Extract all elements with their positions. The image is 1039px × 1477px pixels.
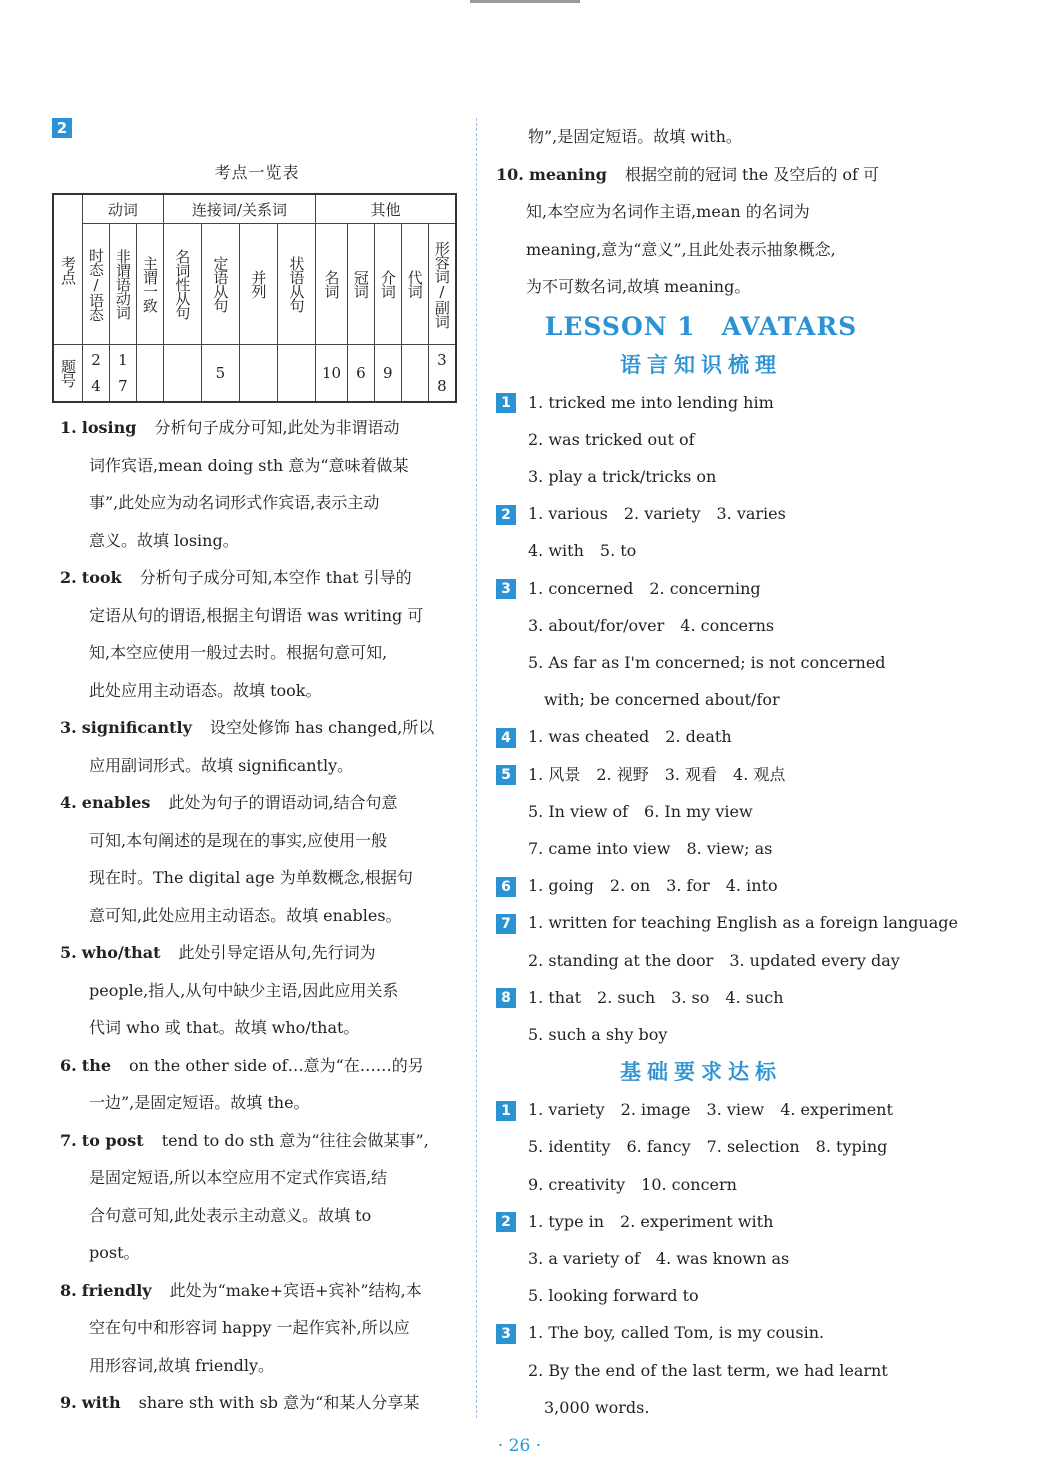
- exercise-line: 1. concerned 2. concerning: [528, 578, 761, 598]
- item-answer: meaning: [528, 164, 607, 184]
- item-text: on the other side of…意为“在……的另: [129, 1055, 424, 1075]
- table-num-cell: 1 7: [109, 345, 136, 403]
- item-answer: who/that: [81, 943, 161, 962]
- left-answers: [52, 409, 462, 1422]
- answer-item: [52, 1122, 462, 1272]
- exercise-line: with; be concerned about/for: [528, 690, 780, 710]
- answer-item: [52, 1047, 462, 1122]
- item-number: 4.: [60, 793, 77, 812]
- item-text-line: 代词 who 或 that。故填 who/that。: [89, 1018, 360, 1037]
- exercise-badge: 1: [496, 1101, 516, 1121]
- table-col-header: 时态/语态: [83, 224, 110, 345]
- item-text-line: meaning,意为“意义”,且此处表示抽象概念,: [526, 239, 836, 259]
- item-number: 9.: [60, 1393, 77, 1412]
- exercise-badge: 1: [496, 393, 516, 413]
- exercise-line: 1. variety 2. image 3. view 4. experiment: [528, 1100, 893, 1120]
- table-num-cell: [136, 345, 163, 403]
- item-number: 1.: [60, 418, 77, 437]
- exercise-line: 3. about/for/over 4. concerns: [528, 615, 775, 635]
- item-text-line: 意可知,此处应用主动语态。故填 enables。: [89, 905, 402, 925]
- exercise-line: 5. looking forward to: [528, 1286, 699, 1306]
- answer-item: [52, 1384, 462, 1422]
- lesson-title: LESSON 1 AVATARS: [544, 311, 858, 341]
- item-text: 此处引导定语从句,先行词为: [178, 943, 376, 962]
- table-col-header: 定语从句: [201, 224, 239, 345]
- table-col-header: 代词: [401, 224, 428, 345]
- item-text-line: people,指人,从句中缺少主语,因此应用关系: [89, 980, 399, 1000]
- table-num-cell: [239, 345, 277, 403]
- item-number: 8.: [60, 1280, 77, 1300]
- exercise-line: 1. was cheated 2. death: [528, 727, 732, 747]
- item-text-line: 知,本空应为名词作主语,mean 的名词为: [526, 202, 810, 221]
- basic-blocks: [496, 1091, 906, 1426]
- exercise-badge: 2: [496, 1212, 516, 1232]
- item-answer: significantly: [81, 718, 192, 737]
- item-text-line: 空在句中和形容词 happy 一起作宾补,所以应: [89, 1318, 410, 1337]
- table-num-cell: [401, 345, 428, 403]
- item-text: 此处为句子的谓语动词,结合句意: [168, 793, 398, 812]
- item-text: tend to do sth 意为“往往会做某事”,: [161, 1130, 429, 1150]
- item-text-line: 此处应用主动语态。故填 took。: [89, 680, 322, 700]
- item-text: share sth with sb 意为“和某人分享某: [138, 1393, 420, 1412]
- exercise-line: 1. The boy, called Tom, is my cousin.: [528, 1323, 825, 1343]
- exam-points-table: [52, 193, 457, 403]
- item-text-line: 应用副词形式。故填 significantly。: [89, 755, 354, 775]
- answer-item: [52, 559, 462, 709]
- item-number: 6.: [60, 1055, 77, 1075]
- item-text: 此处为“make+宾语+宾补”结构,本: [169, 1280, 422, 1300]
- answer-item: [52, 784, 462, 934]
- top-edge-bar: [470, 0, 580, 3]
- table-title: 考点一览表: [214, 163, 300, 182]
- item-answer: enables: [81, 793, 151, 812]
- exercise-block: [496, 979, 906, 1053]
- item-answer: losing: [81, 418, 137, 437]
- exercise-block: [496, 756, 906, 868]
- exercise-line: 5. identity 6. fancy 7. selection 8. typing: [528, 1137, 888, 1157]
- item-text-line: 现在时。The digital age 为单数概念,根据句: [89, 868, 413, 887]
- answer-item-10: [496, 156, 906, 306]
- exercise-line: 2. By the end of the last term, we had learnt: [528, 1360, 888, 1380]
- exercise-badge: 2: [496, 505, 516, 525]
- exercise-badge: 3: [496, 1324, 516, 1344]
- table-num-cell: 6: [347, 345, 374, 403]
- item-number: 5.: [60, 943, 77, 962]
- item-number: 3.: [60, 718, 77, 737]
- exercise-line: 5. As far as I'm concerned; is not concerned: [528, 652, 886, 672]
- item-text: 分析句子成分可知,本空作 that 引导的: [139, 568, 412, 587]
- item-answer: friendly: [81, 1280, 152, 1300]
- knowledge-blocks: [496, 384, 958, 1054]
- row-label-points: 考点: [53, 194, 83, 345]
- table-col-header: 冠词: [347, 224, 374, 345]
- exercise-line: 3. a variety of 4. was known as: [528, 1248, 790, 1268]
- item-number: 7.: [60, 1130, 77, 1150]
- exercise-block: [496, 384, 906, 496]
- exercise-block: [496, 570, 906, 719]
- subheading-basic: 基础要求达标: [620, 1060, 782, 1085]
- exercise-block: [496, 718, 906, 755]
- table-num-cell: 10: [316, 345, 348, 403]
- table-num-cell: 5: [201, 345, 239, 403]
- item-number: 2.: [60, 568, 77, 587]
- item-text: 设空处修饰 has changed,所以: [209, 718, 435, 737]
- exercise-block: [496, 1203, 906, 1315]
- answer-item: [52, 409, 462, 559]
- item-answer: the: [81, 1055, 111, 1075]
- exercise-badge: 4: [496, 728, 516, 748]
- row-label-question: 题号: [53, 345, 83, 403]
- item-text-line: 定语从句的谓语,根据主句谓语 was writing 可: [89, 605, 424, 625]
- exercise-block: [496, 495, 906, 569]
- exercise-block: [496, 1091, 906, 1203]
- item-text-line: 可知,本句阐述的是现在的事实,应使用一般: [89, 830, 388, 850]
- group-connector: 连接词/关系词: [163, 194, 315, 224]
- exercise-badge: 6: [496, 877, 516, 897]
- exercise-badge: 3: [496, 579, 516, 599]
- table-col-header: 并列: [239, 224, 277, 345]
- table-col-header: 状语从句: [278, 224, 316, 345]
- answer-item: [52, 934, 462, 1047]
- right-column: [496, 118, 958, 1426]
- item-text-line: 意义。故填 losing。: [89, 530, 239, 550]
- item-text-line: 一边”,是固定短语。故填 the。: [89, 1093, 310, 1112]
- answer-item: [52, 709, 462, 784]
- exercise-badge: 8: [496, 988, 516, 1008]
- table-num-cell: [278, 345, 316, 403]
- subheading-knowledge: 语言知识梳理: [620, 352, 782, 377]
- exercise-block: [496, 904, 958, 978]
- item-text-line: 用形容词,故填 friendly。: [89, 1355, 275, 1375]
- exercise-line: 1. that 2. such 3. so 4. such: [528, 987, 784, 1007]
- item-text-line: 词作宾语,mean doing sth 意为“意味着做某: [89, 455, 409, 475]
- item-answer: to post: [81, 1130, 144, 1150]
- table-col-header: 主谓一致: [136, 224, 163, 345]
- item-text: 分析句子成分可知,此处为非谓语动: [154, 418, 400, 437]
- exercise-badge: 7: [496, 914, 516, 934]
- item-text-line: 合句意可知,此处表示主动意义。故填 to: [89, 1205, 372, 1225]
- item-answer: took: [81, 568, 122, 587]
- item-text-line: post。: [89, 1243, 140, 1262]
- table-col-header: 形容词/副词: [428, 224, 456, 345]
- exercise-line: 1. tricked me into lending him: [528, 392, 774, 412]
- exercise-line: 5. such a shy boy: [528, 1024, 668, 1044]
- exercise-line: 3. play a trick/tricks on: [528, 466, 717, 486]
- item-answer: with: [81, 1393, 121, 1412]
- exercise-line: 1. 风景 2. 视野 3. 观看 4. 观点: [528, 764, 786, 784]
- item-text: 根据空前的冠词 the 及空后的 of 可: [624, 164, 880, 184]
- answer-item: [52, 1272, 462, 1385]
- exercise-line: 1. written for teaching English as a foreign language: [528, 913, 958, 933]
- exercise-line: 1. various 2. variety 3. varies: [528, 504, 786, 524]
- item-number: 10.: [496, 164, 524, 184]
- exercise-line: 1. type in 2. experiment with: [528, 1211, 774, 1231]
- column-divider: [476, 118, 477, 1418]
- exercise-badge: 5: [496, 765, 516, 785]
- table-col-header: 非谓语动词: [109, 224, 136, 345]
- exercise-line: 7. came into view 8. view; as: [528, 838, 773, 858]
- table-num-cell: [163, 345, 201, 403]
- table-num-cell: 9: [374, 345, 401, 403]
- continued-line: 物”,是固定短语。故填 with。: [528, 127, 742, 146]
- item-text-line: 事”,此处应为动名词形式作宾语,表示主动: [89, 493, 380, 512]
- table-num-cell: 3 8: [428, 345, 456, 403]
- exercise-line: 3,000 words.: [528, 1397, 650, 1417]
- table-col-header: 名词: [316, 224, 348, 345]
- page-number: · 26 ·: [497, 1436, 542, 1456]
- left-column: [52, 118, 462, 1422]
- exercise-line: 2. was tricked out of: [528, 429, 695, 449]
- table-col-header: 名词性从句: [163, 224, 201, 345]
- exercise-block: [496, 867, 906, 904]
- exercise-line: 2. standing at the door 3. updated every day: [528, 950, 900, 970]
- exercise-line: 9. creativity 10. concern: [528, 1174, 737, 1194]
- group-verb: 动词: [83, 194, 164, 224]
- table-col-header: 介词: [374, 224, 401, 345]
- item-text-line: 为不可数名词,故填 meaning。: [526, 277, 751, 296]
- item-text-line: 知,本空应使用一般过去时。根据句意可知,: [89, 643, 388, 662]
- table-num-cell: 2 4: [83, 345, 110, 403]
- section-badge: 2: [52, 118, 72, 138]
- exercise-block: [496, 1314, 906, 1426]
- group-other: 其他: [316, 194, 456, 224]
- exercise-line: 4. with 5. to: [528, 541, 637, 561]
- exercise-line: 1. going 2. on 3. for 4. into: [528, 876, 778, 896]
- exercise-line: 5. In view of 6. In my view: [528, 801, 753, 821]
- item-text-line: 是固定短语,所以本空应用不定式作宾语,结: [89, 1168, 388, 1187]
